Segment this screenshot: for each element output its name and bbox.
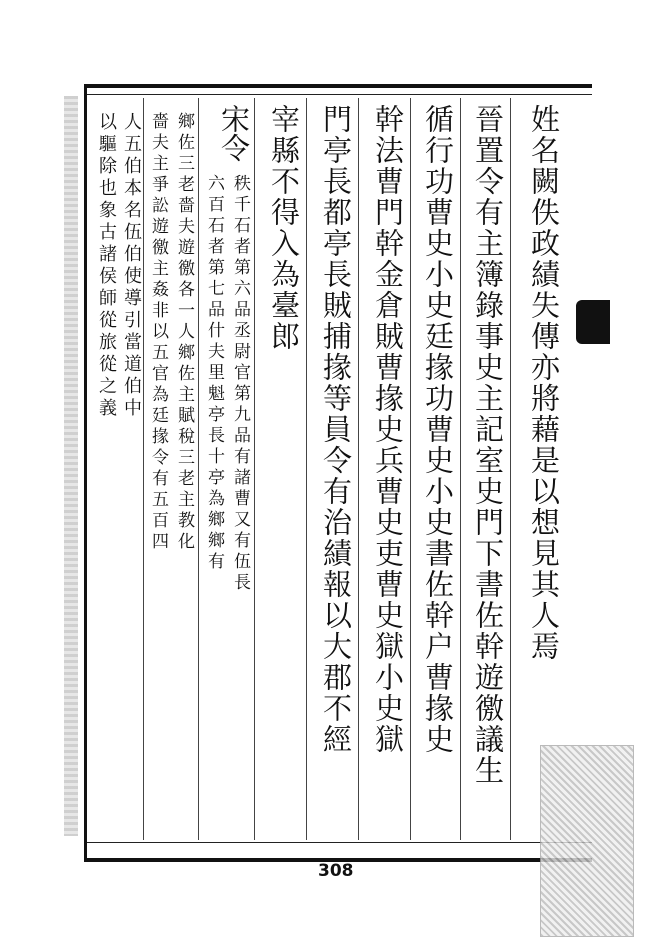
song-note-right: 秩千石者第六品丞尉官第九品有諸曹又有伍長 — [230, 174, 250, 594]
text-column-2: 晉置令有主簿錄事史主記室史門下書佐幹遊徼議生 — [460, 98, 510, 840]
text-column-4: 幹法曹門幹金倉賊曹掾史兵曹史吏曹史獄小史獄 — [358, 98, 410, 840]
frame-left-rule — [84, 84, 87, 858]
text-column-6: 宰縣不得入為臺郎 — [254, 98, 306, 840]
frame-inner-bottom-rule — [84, 842, 592, 843]
last-column-left: 以驅除也象古諸侯師從旅從之義 — [96, 112, 117, 420]
song-note-left: 六百石者第七品什夫里魁亭長十亭為鄉鄉有 — [204, 174, 224, 573]
small-column-right: 鄉佐三老嗇夫遊徼各一人鄉佐主賦稅三老主教化 — [174, 112, 194, 553]
page-tab — [576, 300, 610, 344]
library-seal-stamp — [540, 745, 634, 937]
text-column-5: 門亭長都亭長賊捕掾等員令有治績報以大郡不經 — [306, 98, 358, 840]
page-number: 308 — [318, 861, 354, 881]
frame-inner-top-rule — [84, 94, 592, 95]
song-heading: 宋令 — [217, 104, 251, 162]
last-column-right: 人五伯本名伍伯使導引當道伯中 — [118, 98, 144, 840]
binding-gutter — [64, 96, 78, 836]
text-column-1: 姓名闕佚政績失傳亦將藉是以想見其人焉 — [510, 98, 566, 840]
small-column-left: 嗇夫主爭訟遊徼主姦非以五官為廷掾令有五百四 — [148, 112, 168, 553]
text-column-3: 循行功曹史小史廷掾功曹史小史書佐幹户曹掾史 — [410, 98, 460, 840]
